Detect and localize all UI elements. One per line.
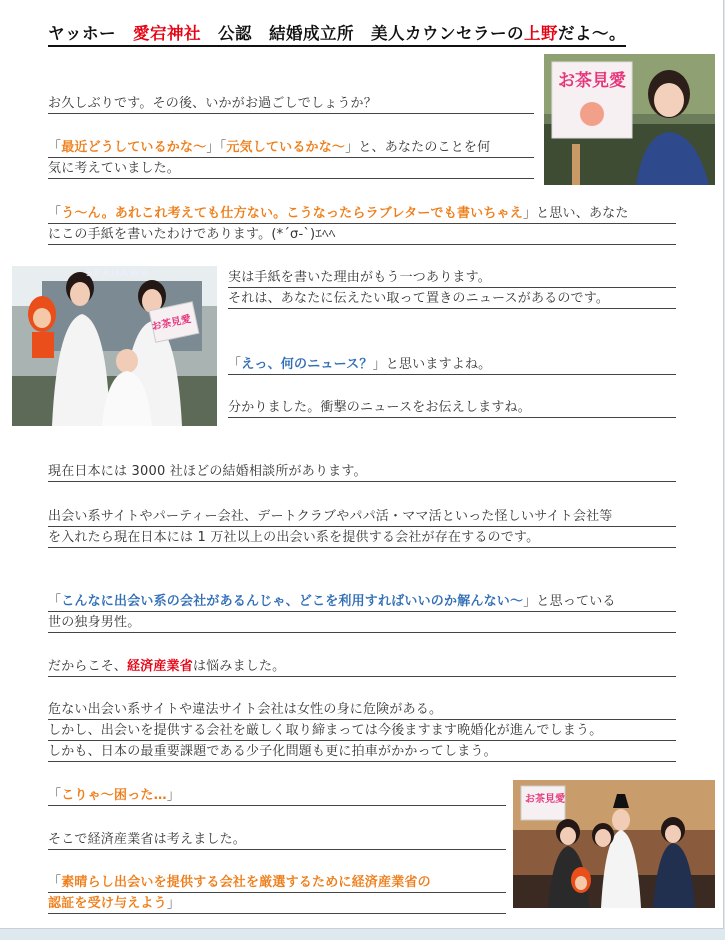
quote-highlight: えっ、何のニュース？ bbox=[241, 357, 373, 372]
text-line bbox=[48, 722, 676, 741]
quote-highlight: 認証を受け与えよう bbox=[48, 896, 167, 911]
title-end: だよ～。 bbox=[558, 24, 626, 43]
text-segment: 」と、あなたのことを何 bbox=[345, 140, 491, 155]
text-segment: しかし、出会いを提供する会社を厳しく取り締まっては今後ますます晩婚化が進んでしまう。 bbox=[48, 723, 603, 738]
text-line bbox=[228, 399, 676, 418]
text-line bbox=[48, 139, 534, 158]
text-line bbox=[48, 95, 534, 114]
quote-highlight: こりゃ～困った… bbox=[61, 788, 167, 803]
text-segment: 実は手紙を書いた理由がもう一つあります。 bbox=[228, 270, 491, 285]
text-line bbox=[48, 895, 506, 914]
text-segment: 「 bbox=[48, 788, 62, 803]
text-segment: 」と思っている bbox=[523, 594, 616, 609]
text-segment: 「 bbox=[48, 875, 62, 890]
text-segment: 「 bbox=[48, 206, 62, 221]
text-line bbox=[48, 658, 676, 677]
counselor-photo bbox=[544, 54, 715, 185]
text-segment: お久しぶりです。その後、いかがお過ごしでしょうか？ bbox=[48, 96, 377, 111]
title-name: 上野 bbox=[524, 24, 558, 43]
quote-highlight: う～ん。あれこれ考えても仕方ない。こうなったらラブレターでも書いちゃえ bbox=[61, 206, 523, 221]
text-segment: しかも、日本の最重要課題である少子化問題も更に拍車がかかってしまう。 bbox=[48, 744, 497, 759]
quote-highlight: 素晴らし出会いを提供する会社を厳選するために経済産業省の bbox=[61, 875, 431, 890]
text-line bbox=[48, 787, 506, 806]
quote-highlight: 最近どうしているかな～ bbox=[61, 140, 207, 155]
text-line bbox=[48, 874, 506, 893]
text-segment: 危ない出会い系サイトや違法サイト会社は女性の身に危険がある。 bbox=[48, 702, 443, 717]
text-segment: 」と思い、あなた bbox=[522, 206, 629, 221]
team-banner-text: SEAHAWK bbox=[86, 268, 150, 279]
page-title bbox=[48, 20, 626, 47]
text-segment: 気に考えていました。 bbox=[48, 161, 181, 176]
title-middle: 公認 結婚成立所 美人カウンセラーの bbox=[201, 24, 524, 43]
text-segment: を入れたら現在日本には 1 万社以上の出会い系を提供する会社が存在するのです。 bbox=[48, 530, 540, 545]
text-line bbox=[48, 529, 676, 548]
text-segment: 」と思いますよね。 bbox=[372, 357, 492, 372]
text-line bbox=[48, 831, 506, 850]
title-shrine: 愛宕神社 bbox=[133, 24, 201, 43]
text-segment: 「 bbox=[48, 594, 62, 609]
fans-photo bbox=[12, 266, 217, 426]
ministry-highlight: 経済産業省 bbox=[126, 659, 193, 674]
text-segment: 「 bbox=[228, 357, 242, 372]
text-line bbox=[48, 160, 534, 179]
text-segment: そこで経済産業省は考えました。 bbox=[48, 832, 247, 847]
text-segment: にこの手紙を書いたわけであります。(*´σ-`)ｴﾍﾍ bbox=[48, 227, 336, 242]
text-line bbox=[228, 269, 676, 288]
text-line bbox=[48, 743, 676, 762]
shrine-group-photo bbox=[513, 780, 715, 908]
text-line bbox=[48, 463, 676, 482]
text-line bbox=[48, 226, 676, 245]
text-line bbox=[228, 356, 676, 375]
text-segment: だからこそ、 bbox=[48, 659, 127, 674]
text-segment: 分かりました。衝撃のニュースをお伝えしますね。 bbox=[228, 400, 531, 415]
text-line bbox=[48, 508, 676, 527]
text-line bbox=[48, 614, 676, 633]
title-greeting: ヤッホー bbox=[48, 24, 133, 43]
text-line bbox=[228, 290, 676, 309]
sign-text-2: お茶見愛 bbox=[150, 313, 193, 333]
text-segment: 現在日本には 3000 社ほどの結婚相談所があります。 bbox=[48, 464, 367, 479]
text-line bbox=[48, 593, 676, 612]
text-segment: は悩みました。 bbox=[192, 659, 286, 674]
text-segment: それは、あなたに伝えたい取って置きのニュースがあるのです。 bbox=[228, 291, 610, 306]
sign-text-1: お茶見愛 bbox=[558, 71, 626, 91]
sign-text-3: お茶見愛 bbox=[525, 794, 565, 805]
quote-highlight: 元気しているかな～ bbox=[226, 140, 346, 155]
text-segment: 」「 bbox=[206, 140, 227, 155]
text-line bbox=[48, 701, 676, 720]
text-segment: 世の独身男性。 bbox=[48, 615, 141, 630]
text-segment: 「 bbox=[48, 140, 62, 155]
text-segment: 出会い系サイトやパーティー会社、デートクラブやパパ活・ママ活といった怪しいサイト会社等 bbox=[48, 509, 613, 524]
quote-highlight: こんなに出会い系の会社があるんじゃ、どこを利用すればいいのか解んない～ bbox=[61, 594, 524, 609]
text-segment: 」 bbox=[166, 788, 181, 803]
text-line bbox=[48, 205, 676, 224]
text-segment: 」 bbox=[166, 896, 181, 911]
